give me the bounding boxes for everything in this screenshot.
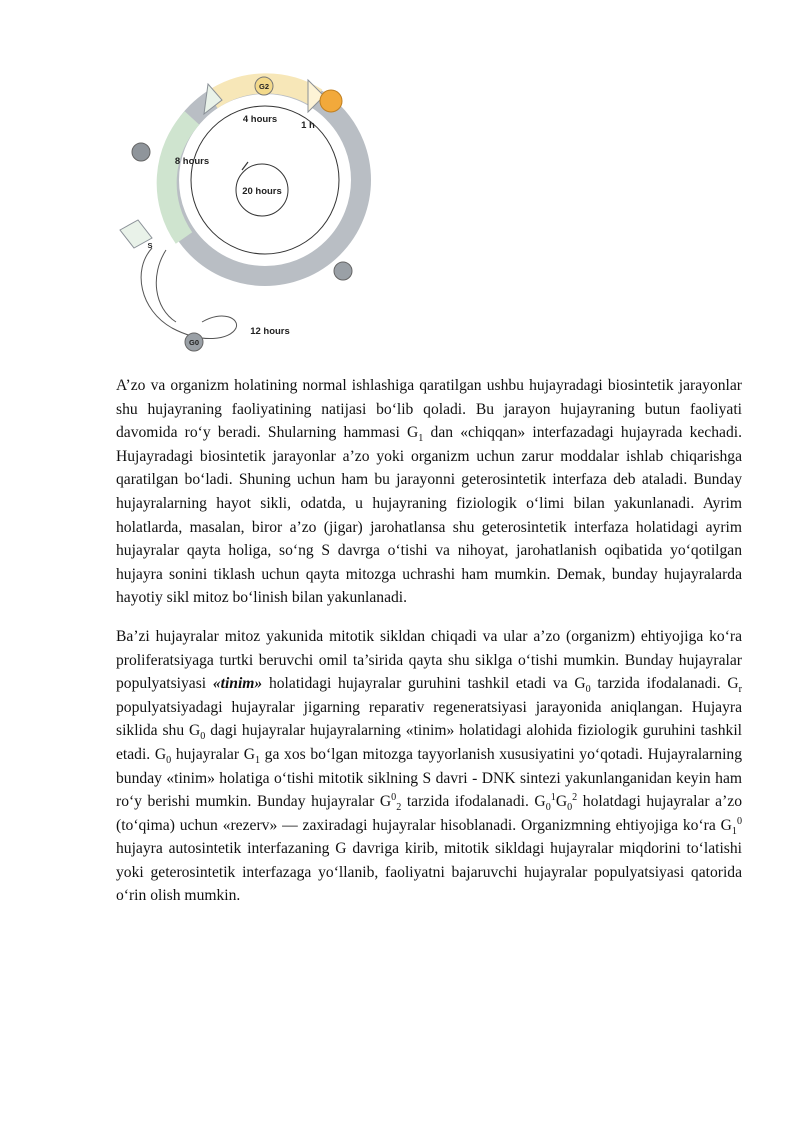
p2-sub-g10: 1	[731, 825, 737, 837]
label-1-h: 1 h	[301, 120, 315, 131]
s-marker	[334, 262, 352, 280]
p2-text-h: tarzida ifodalanadi. G	[401, 793, 546, 811]
body-text	[116, 374, 742, 908]
p2-text-i: holatdagi hujayralar a’zo (to‘qima) uchun «rezerv» — zaxiradagi hujayralar hisoblanadi. Organizmning ehtiyojiga ko‘ra G	[116, 793, 742, 834]
cell-cycle-diagram	[112, 70, 422, 360]
p2-sup-g01: 1	[550, 791, 556, 803]
p2-sub-g01: 0	[545, 802, 551, 814]
label-20-hours: 20 hours	[242, 186, 282, 197]
p1-text-b: dan «chiqqan» interfazadagi hujayrada kechadi. Hujayradagi biosintetik jarayonlar a’zo yoki organizm uchun zarur moddalar ishlab chiqarishga qaratilgan bo‘ladi. Shuning uchun ham bu jarayonni geterosintetik interfaza deb ataladi. Bunday hujayralarning hayot sikli, odatda, u hujayraning fiziologik o‘limi bilan yakunlanadi. Ayrim holatlarda, masalan, biror a’zo (jigar) jarohatlansa shu geterosintetik interfaza holatidagi ayrim hujayralar qayta holiga, so‘ng S davrga o‘tishi va nihoyat, jarohatlanish oqibatida yo‘qotilgan hujayra sonini tiklash uchun qayta mitozga uchrashi ham mumkin. Demak, bunday hujayralarda hayotiy sikl mitoz bo‘linish bilan yakunlanadi.	[116, 424, 742, 607]
p2-sup-g02b: 2	[572, 791, 578, 803]
p2-sub-g0-c: 0	[166, 755, 172, 767]
p2-text-g-letter: G	[555, 793, 568, 811]
p2-text-b: holatidagi hujayralar guruhini tashkil etadi va G	[262, 675, 586, 693]
p2-sup-g02: 0	[391, 791, 397, 803]
paragraph-2	[116, 625, 742, 908]
p2-sub-g1: 1	[254, 755, 261, 767]
p2-text-j: hujayra autosintetik interfazaning G davriga kirib, mitotik sikldagi hujayralar miqdorini to‘latishi yoki geterosintetik interfazaga yo‘llanib, faoliyatni bajaruvchi hujayralar populyatsiyasi qatorida o‘rin olish mumkin.	[116, 840, 742, 905]
p1-text-a: A’zo va organizm holatining normal ishlashiga qaratilgan ushbu hujayradagi biosintetik jarayonlar shu hujayraning faoliyatining natijasi bo‘lib qoladi. Bu jarayon hujayraning butun faoliyati davomida ro‘y beradi. Shularning hammasi G	[116, 377, 742, 442]
p2-sub-g0-b: 0	[200, 731, 206, 743]
p2-sub-g0-a: 0	[585, 684, 591, 696]
cell-cycle-figure	[112, 70, 422, 360]
p2-sub-g02: 2	[396, 802, 402, 814]
label-s: S	[147, 241, 153, 250]
label-g2: G2	[258, 82, 270, 91]
p2-sub-gr: r	[738, 684, 742, 696]
paragraph-1	[116, 374, 742, 610]
p2-text-c: tarzida ifodalanadi. G	[590, 675, 739, 693]
p2-text-e: dagi hujayralar hujayralarning «tinim» holatidagi alohida fiziologik guruhini tashkil etadi. G	[116, 722, 742, 763]
label-4-hours: 4 hours	[242, 114, 278, 125]
label-g0: G0	[188, 338, 200, 347]
p2-sub-g02b: 0	[567, 802, 573, 814]
p2-sup-g10: 0	[736, 815, 742, 827]
p2-text-g: ga xos bo‘lgan mitozga tayyorlanish xususiyatini yo‘qotadi. Hujayralarning bunday «tinim» holatiga o‘tishi mitotik siklning S davri - DNK sintezi yakunlanganidan keyin ham ro‘y berishi mumkin. Bunday hujayralar G	[116, 745, 742, 811]
g0-loop-path-inner	[156, 250, 176, 322]
p2-text-d: populyatsiyadagi hujayralar jigarning reparativ regeneratsiyasi jarayonida aniqlangan. Hujayra siklida shu G	[116, 698, 742, 740]
p2-text-a: Ba’zi hujayralar mitoz yakunida mitotik sikldan chiqadi va ular a’zo (organizm) ehtiyojiga ko‘ra proliferatsiyaga turtki beruvchi omil ta’sirida qayta shu siklga o‘tishi mumkin. Bunday hujayralar populyatsiyasi	[116, 627, 742, 693]
mitosis-marker	[320, 90, 342, 112]
p2-tinim-emphasis: «tinim»	[212, 675, 263, 693]
p1-sub-g1: 1	[418, 433, 424, 445]
g1-marker-left	[132, 143, 150, 161]
label-12-hours: 12 hours	[250, 326, 290, 337]
label-8-hours: 8 hours	[174, 156, 210, 167]
p2-text-f: hujayralar G	[171, 745, 255, 763]
